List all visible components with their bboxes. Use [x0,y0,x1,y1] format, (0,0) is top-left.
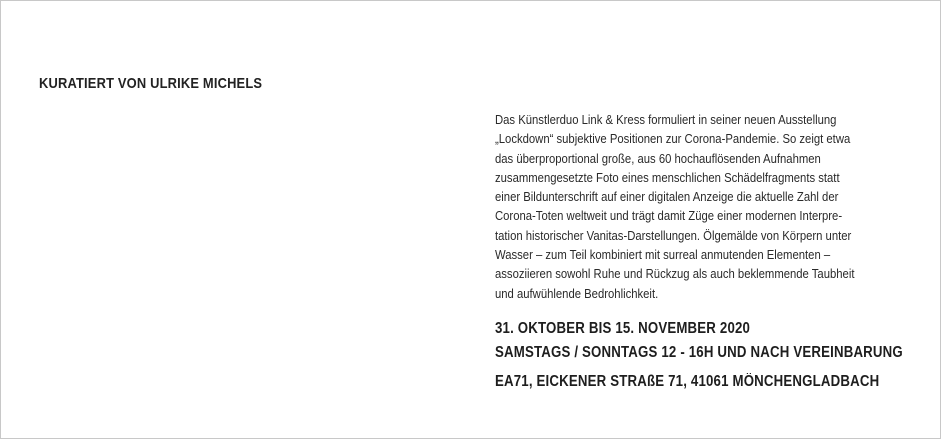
description-line: einer Bildunterschrift auf einer digitalen Anzeige die aktuelle Zahl der [495,190,839,205]
opening-hours: SAMSTAGS / SONNTAGS 12 - 16H UND NACH VEREINBARUNG [495,344,903,361]
description-line: „Lockdown“ subjektive Positionen zur Corona-Pandemie. So zeigt etwa [495,132,851,147]
description-line: assoziieren sowohl Ruhe und Rückzug als auch beklemmende Taubheit [495,267,855,282]
exhibition-dates: 31. OKTOBER BIS 15. NOVEMBER 2020 [495,320,751,337]
description-line: Das Künstlerduo Link & Kress formuliert in seiner neuen Ausstellung [495,113,837,127]
description-line: das überproportional große, aus 60 hochauflösenden Aufnahmen [495,151,821,166]
description-line: und aufwühlende Bedrohlichkeit. [495,286,659,301]
curator-heading: KURATIERT VON ULRIKE MICHELS [39,75,263,92]
exhibition-description [495,111,935,304]
description-line: zusammengesetzte Foto eines menschlichen Schädelfragments statt [495,170,840,185]
description-line: Wasser – zum Teil kombiniert mit surreal anmutenden Elementen – [495,248,831,263]
description-line: Corona-Toten weltweit und trägt damit Züge einer modernen Interpre- [495,209,843,224]
venue-address: EA71, EICKENER STRAßE 71, 41061 MÖNCHENGLADBACH [495,373,880,390]
description-line: tation historischer Vanitas-Darstellungen. Ölgemälde von Körpern unter [495,228,852,243]
